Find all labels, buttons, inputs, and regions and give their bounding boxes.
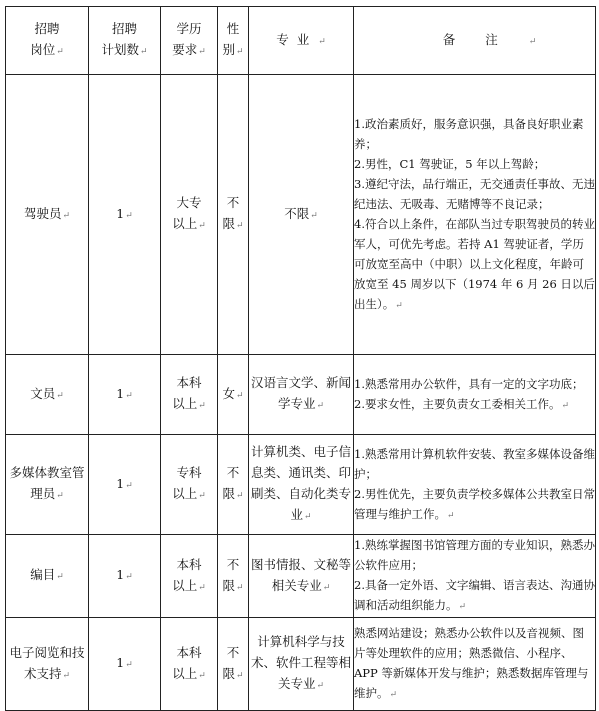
cell-education: 专科 以上↵ bbox=[161, 435, 218, 535]
cell-notes: 1.熟悉常用办公软件，具有一定的文字功底； 2.要求女性，主要负责女工委相关工作。↵ bbox=[354, 355, 596, 435]
cell-position: 驾驶员↵ bbox=[6, 75, 89, 355]
cell-notes: 1.政治素质好，服务意识强，具备良好职业素养； 2.男性，C1 驾驶证，5 年以上驾龄； 3.遵纪守法，品行端正，无交通责任事故、无违纪违法、无吸毒、无赌博等不良记录； 4.符合以上条件，在部队当过专职驾驶员的转业军人，可优先考虑。若持 A1 驾驶证者，学历可放宽至高中（中职）以上文化程度，年龄可放宽至 45 周岁以下（1974 年 6 月 26 日以后出生）。↵ bbox=[354, 75, 596, 355]
cell-major: 计算机科学与技术、软件工程等相关专业↵ bbox=[249, 618, 354, 711]
table-row bbox=[6, 75, 596, 355]
cell-major: 图书情报、文秘等相关专业↵ bbox=[249, 535, 354, 618]
cell-gender: 不 限↵ bbox=[218, 535, 249, 618]
table-row bbox=[6, 618, 596, 711]
header-education: 学历 要求↵ bbox=[161, 7, 218, 75]
cell-notes: 1.熟悉常用计算机软件安装、教室多媒体设备维护； 2.男性优先，主要负责学校多媒体公共教室日常管理与维护工作。↵ bbox=[354, 435, 596, 535]
header-major: 专业↵ bbox=[249, 7, 354, 75]
cell-education: 大专 以上↵ bbox=[161, 75, 218, 355]
cell-position: 文员↵ bbox=[6, 355, 89, 435]
table-row bbox=[6, 435, 596, 535]
table-row bbox=[6, 535, 596, 618]
cell-position: 电子阅览和技术支持↵ bbox=[6, 618, 89, 711]
cell-major: 汉语言文学、新闻学专业↵ bbox=[249, 355, 354, 435]
header-row bbox=[6, 7, 596, 75]
cell-count: 1↵ bbox=[89, 535, 161, 618]
cell-count: 1↵ bbox=[89, 355, 161, 435]
cell-count: 1↵ bbox=[89, 435, 161, 535]
header-count: 招聘 计划数↵ bbox=[89, 7, 161, 75]
cell-major: 计算机类、电子信息类、通讯类、印刷类、自动化类专业↵ bbox=[249, 435, 354, 535]
cell-education: 本科 以上↵ bbox=[161, 535, 218, 618]
cell-notes: 1.熟练掌握图书馆管理方面的专业知识，熟悉办公软件应用； 2.具备一定外语、文字编辑、语言表达、沟通协调和活动组织能力。↵ bbox=[354, 535, 596, 618]
header-position: 招聘 岗位↵ bbox=[6, 7, 89, 75]
cell-gender: 不 限↵ bbox=[218, 75, 249, 355]
cell-position: 编目↵ bbox=[6, 535, 89, 618]
cell-education: 本科 以上↵ bbox=[161, 355, 218, 435]
cell-major: 不限↵ bbox=[249, 75, 354, 355]
cell-gender: 女↵ bbox=[218, 355, 249, 435]
header-notes: 备注↵ bbox=[354, 7, 596, 75]
cell-count: 1↵ bbox=[89, 75, 161, 355]
recruitment-table bbox=[5, 6, 596, 711]
cell-position: 多媒体教室管理员↵ bbox=[6, 435, 89, 535]
cell-education: 本科 以上↵ bbox=[161, 618, 218, 711]
cell-gender: 不 限↵ bbox=[218, 618, 249, 711]
table-row bbox=[6, 355, 596, 435]
cell-notes: 熟悉网站建设；熟悉办公软件以及音视频、图片等处理软件的应用；熟悉微信、小程序、APP 等新媒体开发与维护；熟悉数据库管理与维护。↵ bbox=[354, 618, 596, 711]
cell-count: 1↵ bbox=[89, 618, 161, 711]
cell-gender: 不 限↵ bbox=[218, 435, 249, 535]
header-gender: 性 别↵ bbox=[218, 7, 249, 75]
